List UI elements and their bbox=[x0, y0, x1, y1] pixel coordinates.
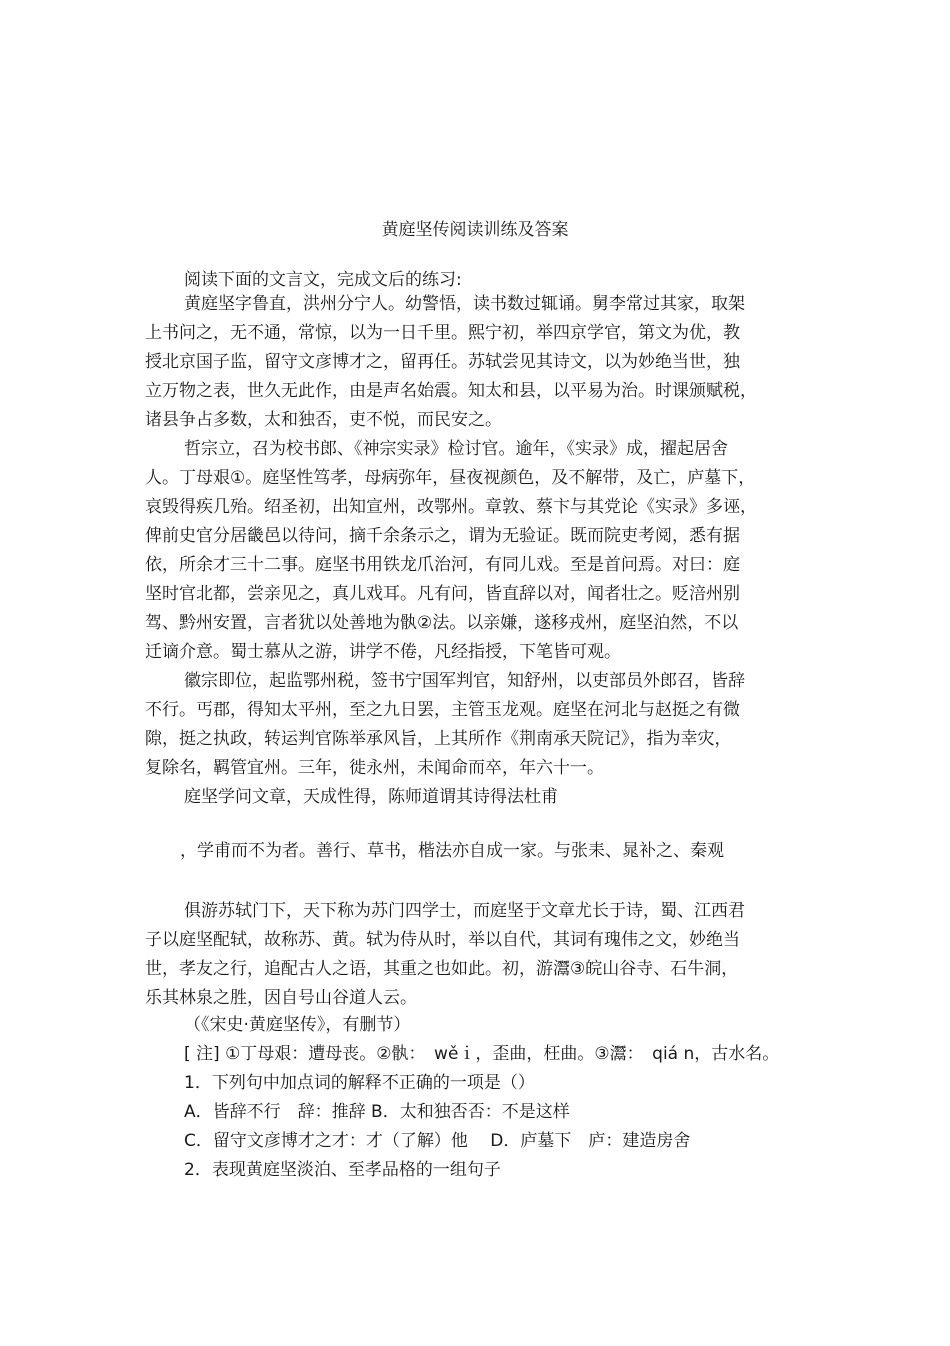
text-line: 隙，挺之执政，转运判官陈举承风旨，上其所作《荆南承天院记》，指为幸灾， bbox=[145, 729, 732, 749]
text-line: 依，所余才三十二事。庭坚书用铁龙爪治河，有同儿戏。至是首问焉。对曰：庭 bbox=[145, 555, 740, 575]
text-line: 复除名，羁管宜州。三年，徙永州，未闻命而卒，年六十一。 bbox=[145, 758, 604, 778]
text-line: 不行。丐郡，得知太平州，至之九日罢，主管玉龙观。庭坚在河北与赵挺之有微 bbox=[145, 700, 740, 720]
question-1-options-ab: A．皆辞不行 辞：推辞 B．太和独否否：不是这样 bbox=[184, 1102, 570, 1122]
text-line: 诸县争占多数，太和独否，吏不悦，而民安之。 bbox=[145, 410, 502, 430]
text-line: ，学甫而不为者。善行、草书，楷法亦自成一家。与张耒、晁补之、秦观 bbox=[180, 841, 724, 861]
question-1-options-cd: C．留守文彦博才之才：才（了解）他 D．庐墓下 庐：建造房舍 bbox=[184, 1131, 691, 1151]
text-line: 徽宗即位，起监鄂州税，签书宁国军判官，知舒州，以吏部员外郎召，皆辞 bbox=[184, 671, 745, 691]
text-line: 庭坚学问文章，天成性得，陈师道谓其诗得法杜甫 bbox=[184, 787, 558, 807]
text-line: 乐其林泉之胜，因自号山谷道人云。 bbox=[145, 988, 417, 1008]
text-line: 哀毁得疾几殆。绍圣初，出知宣州，改鄂州。章敦、蔡卞与其党论《实录》多诬， bbox=[145, 497, 757, 517]
text-line: 世，孝友之行，追配古人之语，其重之也如此。初，游灊③皖山谷寺、石牛洞， bbox=[145, 959, 739, 979]
text-line: 授北京国子监，留守文彦博才之，留再任。苏轼尝见其诗文，以为妙绝当世，独 bbox=[145, 352, 740, 372]
text-line: 坚时官北都，尝亲见之，真儿戏耳。凡有问，皆直辞以对，闻者壮之。贬涪州别 bbox=[145, 584, 740, 604]
question-1: 1．下列句中加点词的解释不正确的一项是（） bbox=[184, 1073, 535, 1093]
text-line: 俾前史官分居畿邑以待问，摘千余条示之，谓为无验证。既而院吏考阅，悉有据 bbox=[145, 526, 740, 546]
text-line: 哲宗立，召为校书郎、《神宗实录》检讨官。逾年，《实录》成，擢起居舍 bbox=[184, 439, 728, 459]
text-line: 立万物之表，世久无此作，由是声名始震。知太和县，以平易为治。时课颁赋税， bbox=[145, 381, 757, 401]
document-title: 黄庭坚传阅读训练及答案 bbox=[381, 220, 569, 240]
source-citation: （《宋史·黄庭坚传》，有删节） bbox=[184, 1015, 411, 1035]
annotation-note: [ 注] ①丁母艰：遭母丧。②骫： wěｉ，歪曲，枉曲。③灊： qiá n，古水名。 bbox=[184, 1044, 780, 1064]
intro-text: 阅读下面的文言文，完成文后的练习: bbox=[184, 270, 462, 290]
text-line: 驾、黔州安置，言者犹以处善地为骫②法。以亲嫌，遂移戎州，庭坚泊然，不以 bbox=[145, 613, 739, 633]
text-line: 黄庭坚字鲁直，洪州分宁人。幼警悟，读书数过辄诵。舅李常过其家，取架 bbox=[184, 294, 745, 314]
text-line: 俱游苏轼门下，天下称为苏门四学士，而庭坚于文章尤长于诗，蜀、江西君 bbox=[184, 901, 745, 921]
text-line: 人。丁母艰①。庭坚性笃孝，母病弥年，昼夜视颜色，及不解带，及亡，庐墓下， bbox=[145, 468, 756, 488]
text-line: 上书问之，无不通，常惊，以为一日千里。熙宁初，举四京学官，第文为优，教 bbox=[145, 323, 740, 343]
text-line: 迁谪介意。蜀士慕从之游，讲学不倦，凡经指授，下笔皆可观。 bbox=[145, 642, 621, 662]
text-line: 子以庭坚配轼，故称苏、黄。轼为侍从时，举以自代，其词有瑰伟之文，妙绝当 bbox=[145, 930, 740, 950]
question-2: 2．表现黄庭坚淡泊、至孝品格的一组句子 bbox=[184, 1160, 501, 1180]
